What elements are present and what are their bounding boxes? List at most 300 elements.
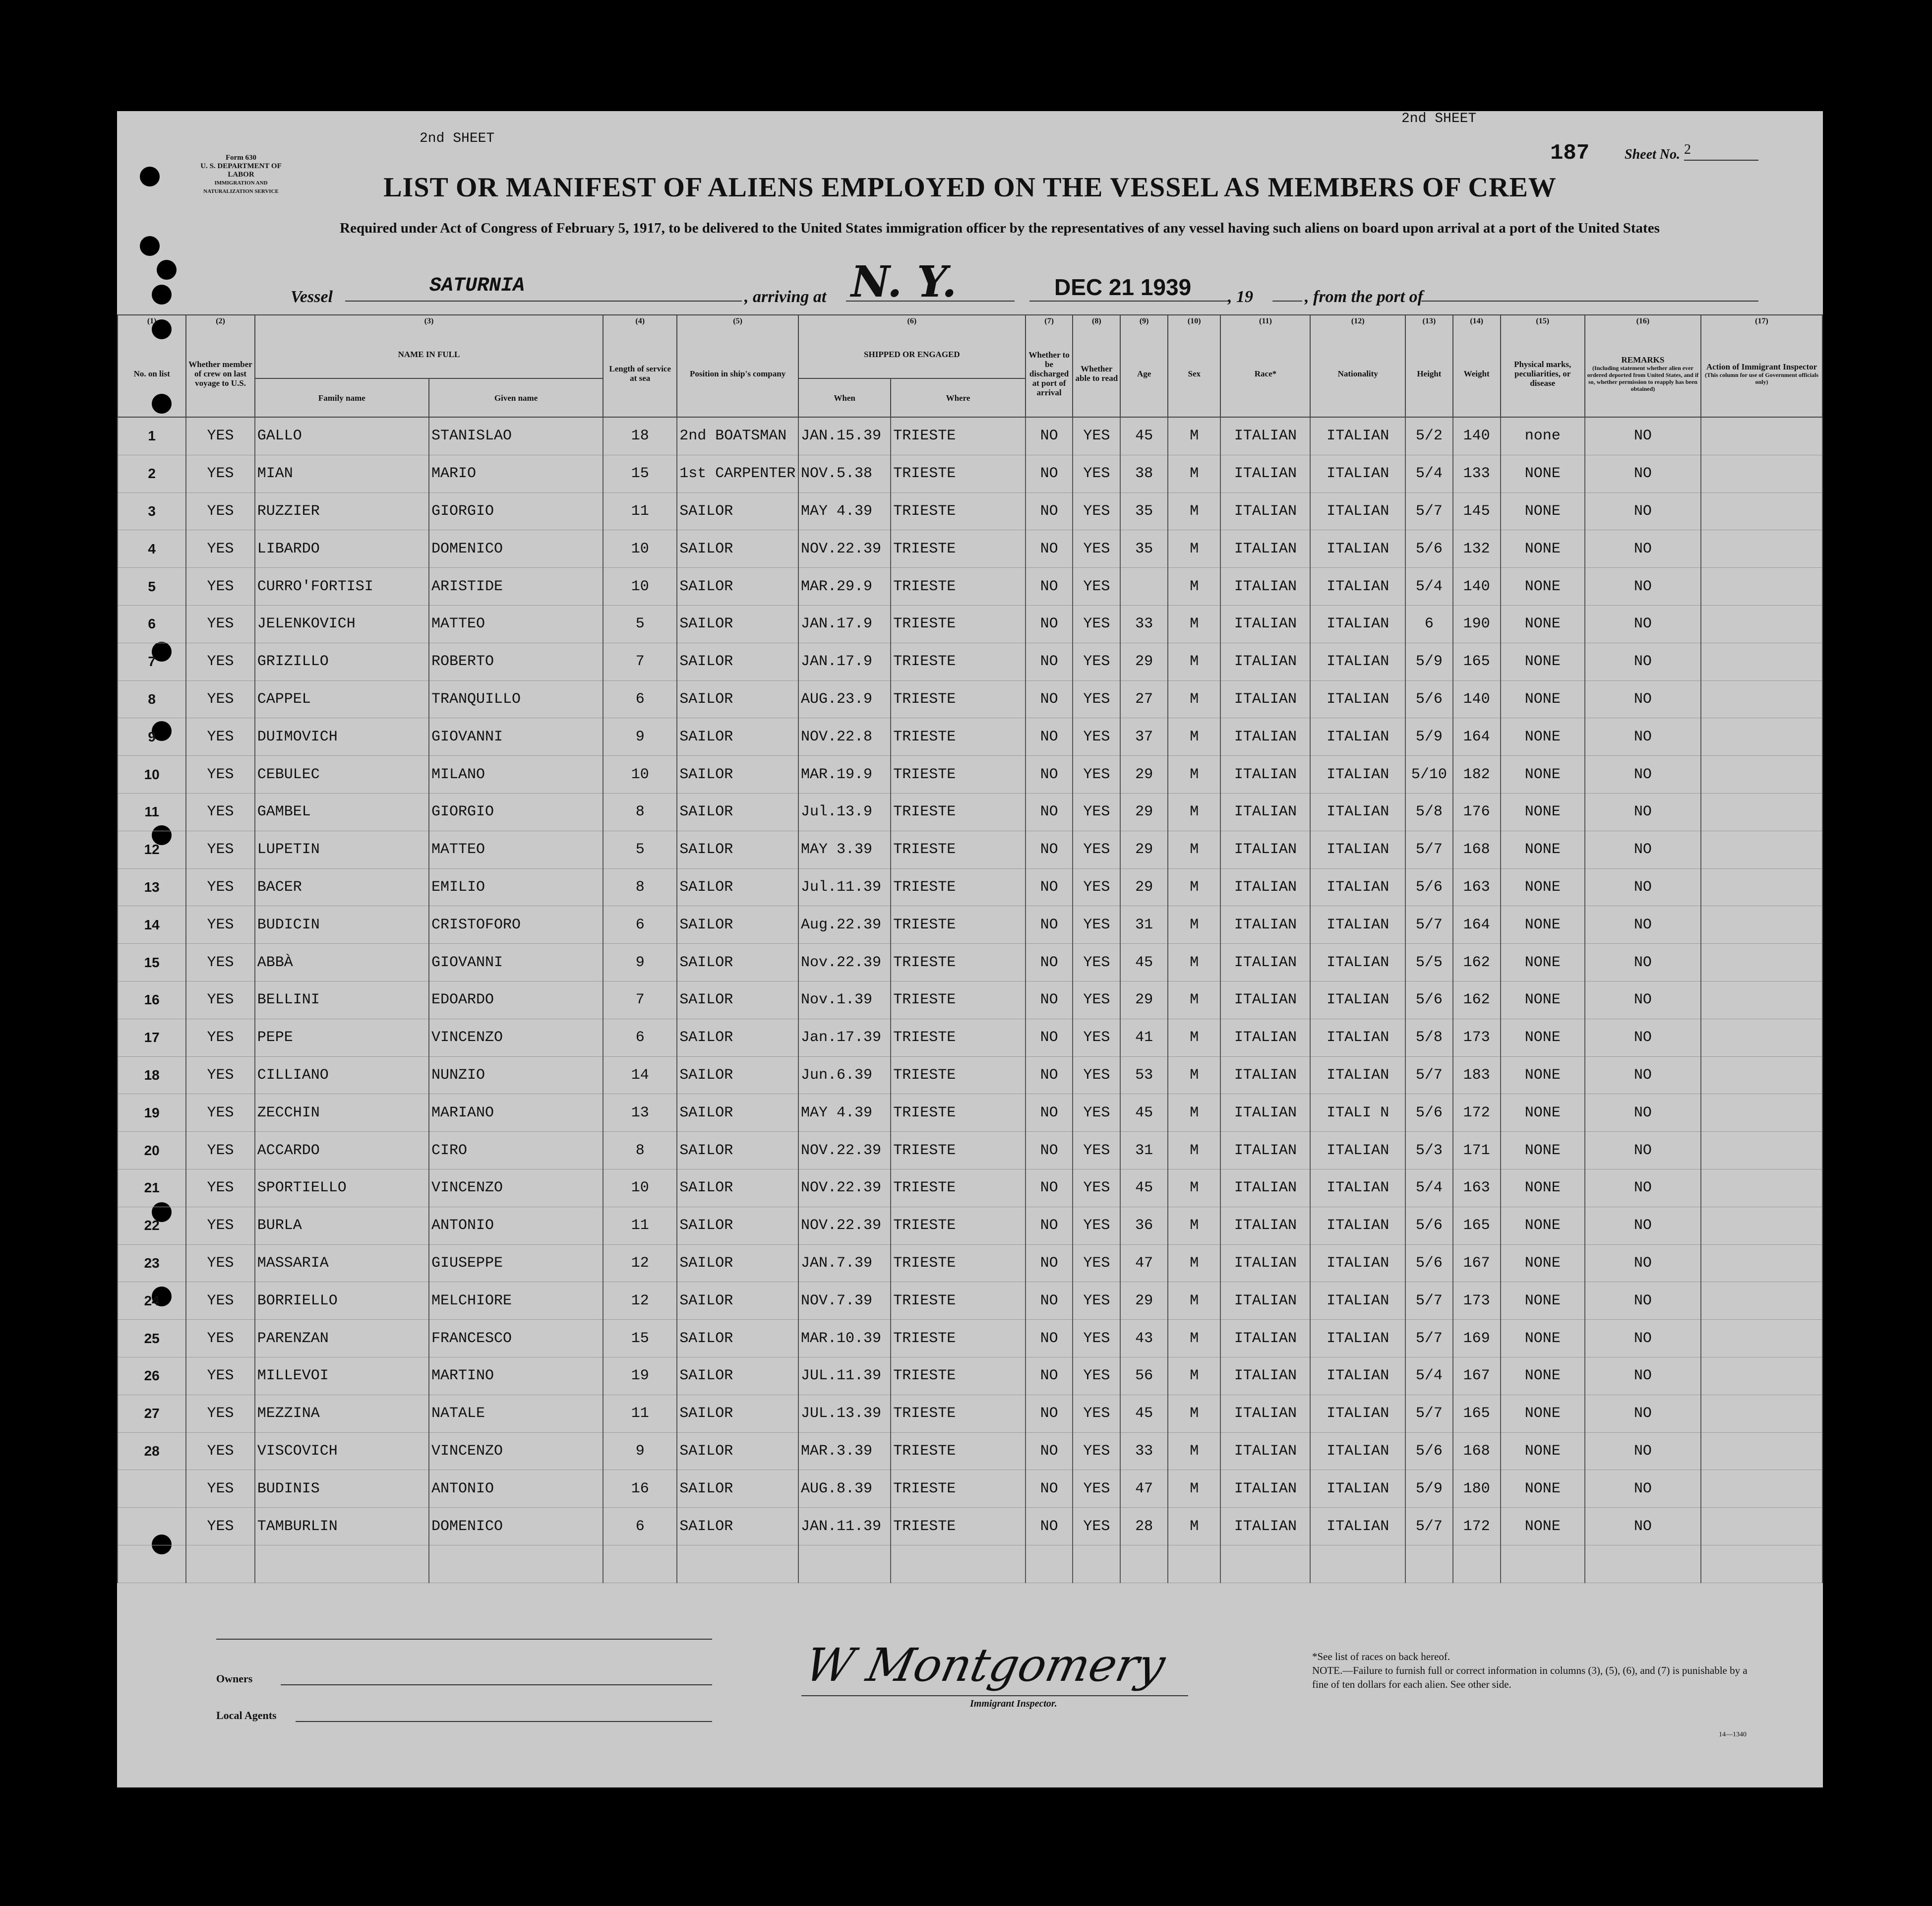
to-be-discharged-cell: NO [1026,455,1073,492]
penalty-note: NOTE.—Failure to furnish full or correct information in columns (3), (5), (6), and (7) is punishable by a fine of ten dollars for each alien. See other side. [1312,1664,1748,1690]
able-to-read-cell: YES [1073,1094,1120,1132]
age-cell: 41 [1120,1019,1168,1056]
sex-cell: M [1168,1244,1220,1282]
table-row [118,417,1822,455]
empty-cell [798,1545,891,1583]
age-cell: 33 [1120,605,1168,643]
inspector-action-cell [1701,680,1822,718]
row-number-cell: 13 [118,868,186,906]
from-port-field [1421,280,1758,302]
empty-cell [1220,1545,1310,1583]
empty-cell [186,1545,254,1583]
nationality-cell: ITALIAN [1310,1395,1405,1432]
race-cell: ITALIAN [1220,1395,1310,1432]
given-name-cell: FRANCESCO [429,1320,603,1357]
shipped-when-cell: NOV.22.39 [798,1169,891,1207]
ship-position-cell: SAILOR [677,1019,798,1056]
column-number-row [118,315,1822,330]
header-action [1701,330,1822,417]
sex-cell: M [1168,718,1220,756]
remarks-cell: NO [1585,831,1701,868]
length-of-service-cell: 11 [603,1207,677,1244]
age-cell: 28 [1120,1508,1168,1545]
physical-marks-cell: NONE [1501,868,1585,906]
height-cell: 5/6 [1405,1094,1453,1132]
print-code: 14—1340 [1719,1731,1747,1738]
table-row [118,981,1822,1019]
ship-position-cell: SAILOR [677,1508,798,1545]
table-row [118,906,1822,944]
member-last-voyage-cell: YES [186,793,254,831]
shipped-when-cell: Jul.13.9 [798,793,891,831]
family-name-cell: RUZZIER [255,492,429,530]
age-cell: 56 [1120,1357,1168,1395]
ship-position-cell: SAILOR [677,568,798,606]
shipped-where-cell: TRIESTE [891,1470,1025,1508]
race-cell: ITALIAN [1220,1207,1310,1244]
height-cell: 5/4 [1405,455,1453,492]
length-of-service-cell: 5 [603,831,677,868]
able-to-read-cell: YES [1073,1432,1120,1470]
member-last-voyage-cell: YES [186,417,254,455]
age-cell: 45 [1120,1094,1168,1132]
nationality-cell: ITALIAN [1310,944,1405,982]
given-name-cell: GIORGIO [429,793,603,831]
inspector-action-cell [1701,1508,1822,1545]
height-cell: 5/10 [1405,756,1453,794]
able-to-read-cell: YES [1073,1132,1120,1169]
nationality-cell: ITALIAN [1310,981,1405,1019]
member-last-voyage-cell: YES [186,1432,254,1470]
ship-position-cell: SAILOR [677,944,798,982]
header-shipped-engaged: SHIPPED OR ENGAGED [798,330,1026,378]
physical-marks-cell: NONE [1501,1282,1585,1320]
crew-manifest-table [117,314,1823,1583]
remarks-cell: NO [1585,1508,1701,1545]
sex-cell: M [1168,643,1220,680]
member-last-voyage-cell: YES [186,981,254,1019]
weight-cell: 132 [1453,530,1501,568]
vessel-name: SATURNIA [429,275,525,297]
footnotes [1312,1650,1758,1691]
action-note: (This column for use of Government officials only) [1704,371,1819,385]
shipped-when-cell: JAN.15.39 [798,417,891,455]
family-name-cell: CAPPEL [255,680,429,718]
service-label: IMMIGRATION AND NATURALIZATION SERVICE [203,180,279,194]
age-cell: 29 [1120,1282,1168,1320]
height-cell: 5/8 [1405,1019,1453,1056]
age-cell: 31 [1120,1132,1168,1169]
inspector-signature: W Montgomery [800,1639,1170,1692]
inspector-action-cell [1701,718,1822,756]
age-cell: 29 [1120,868,1168,906]
inspector-action-cell [1701,831,1822,868]
empty-cell [1026,1545,1073,1583]
shipped-when-cell: MAY 4.39 [798,492,891,530]
age-cell: 35 [1120,530,1168,568]
member-last-voyage-cell: YES [186,831,254,868]
shipped-where-cell: TRIESTE [891,1357,1025,1395]
col-number: (11) [1220,315,1310,330]
length-of-service-cell: 5 [603,605,677,643]
remarks-cell: NO [1585,643,1701,680]
to-be-discharged-cell: NO [1026,1019,1073,1056]
table-row [118,1395,1822,1432]
remarks-cell: NO [1585,1056,1701,1094]
physical-marks-cell: NONE [1501,1432,1585,1470]
sex-cell: M [1168,568,1220,606]
empty-cell [1168,1545,1220,1583]
col-number: (8) [1073,315,1120,330]
to-be-discharged-cell: NO [1026,718,1073,756]
weight-cell: 165 [1453,1207,1501,1244]
action-title: Action of Immigrant Inspector [1706,362,1817,371]
to-be-discharged-cell: NO [1026,756,1073,794]
shipped-when-cell: NOV.22.39 [798,530,891,568]
nationality-cell: ITALIAN [1310,1244,1405,1282]
able-to-read-cell: YES [1073,793,1120,831]
age-cell: 45 [1120,1395,1168,1432]
arriving-field [846,257,1015,307]
shipped-where-cell: TRIESTE [891,831,1025,868]
sheet-label-right: 2nd SHEET [1401,111,1477,126]
remarks-cell: NO [1585,1132,1701,1169]
row-number-cell: 22 [118,1207,186,1244]
table-row [118,1282,1822,1320]
date-field [1029,270,1228,302]
inspector-action-cell [1701,1169,1822,1207]
shipped-when-cell: JAN.17.9 [798,605,891,643]
race-cell: ITALIAN [1220,1282,1310,1320]
age-cell: 47 [1120,1470,1168,1508]
able-to-read-cell: YES [1073,492,1120,530]
weight-cell: 167 [1453,1244,1501,1282]
sex-cell: M [1168,1132,1220,1169]
table-row [118,680,1822,718]
weight-cell: 168 [1453,1432,1501,1470]
col-number: (13) [1405,315,1453,330]
length-of-service-cell: 6 [603,680,677,718]
age-cell: 45 [1120,944,1168,982]
ship-position-cell: SAILOR [677,831,798,868]
ship-position-cell: SAILOR [677,756,798,794]
sheet-label-left: 2nd SHEET [420,131,495,146]
header-height: Height [1405,330,1453,417]
member-last-voyage-cell: YES [186,1357,254,1395]
table-row [118,718,1822,756]
able-to-read-cell: YES [1073,1019,1120,1056]
weight-cell: 176 [1453,793,1501,831]
nationality-cell: ITALIAN [1310,605,1405,643]
physical-marks-cell: NONE [1501,981,1585,1019]
to-be-discharged-cell: NO [1026,1207,1073,1244]
length-of-service-cell: 15 [603,455,677,492]
weight-cell: 140 [1453,568,1501,606]
able-to-read-cell: YES [1073,605,1120,643]
punch-hole [157,260,177,280]
sex-cell: M [1168,868,1220,906]
height-cell: 5/6 [1405,680,1453,718]
family-name-cell: MIAN [255,455,429,492]
race-cell: ITALIAN [1220,756,1310,794]
given-name-cell: GIORGIO [429,492,603,530]
remarks-cell: NO [1585,455,1701,492]
year-field [1272,280,1302,302]
sheet-no-label: Sheet No. [1625,147,1680,162]
nationality-cell: ITALIAN [1310,1320,1405,1357]
vessel-label: Vessel [291,288,333,306]
remarks-cell: NO [1585,868,1701,906]
able-to-read-cell: YES [1073,944,1120,982]
nationality-cell: ITALIAN [1310,1282,1405,1320]
race-cell: ITALIAN [1220,868,1310,906]
nationality-cell: ITALIAN [1310,831,1405,868]
weight-cell: 140 [1453,417,1501,455]
ship-position-cell: SAILOR [677,680,798,718]
height-cell: 5/9 [1405,643,1453,680]
shipped-when-cell: Jun.6.39 [798,1056,891,1094]
length-of-service-cell: 13 [603,1094,677,1132]
remarks-cell: NO [1585,756,1701,794]
nationality-cell: ITALI N [1310,1094,1405,1132]
given-name-cell: MELCHIORE [429,1282,603,1320]
length-of-service-cell: 18 [603,417,677,455]
table-row [118,1019,1822,1056]
able-to-read-cell: YES [1073,756,1120,794]
family-name-cell: MEZZINA [255,1395,429,1432]
nationality-cell: ITALIAN [1310,868,1405,906]
remarks-cell: NO [1585,906,1701,944]
sex-cell: M [1168,492,1220,530]
age-cell: 29 [1120,756,1168,794]
ship-position-cell: SAILOR [677,1470,798,1508]
shipped-when-cell: Nov.1.39 [798,981,891,1019]
member-last-voyage-cell: YES [186,1169,254,1207]
nationality-cell: ITALIAN [1310,1357,1405,1395]
to-be-discharged-cell: NO [1026,1132,1073,1169]
length-of-service-cell: 8 [603,793,677,831]
shipped-when-cell: JAN.11.39 [798,1508,891,1545]
shipped-when-cell: MAY 3.39 [798,831,891,868]
row-number-cell: 25 [118,1320,186,1357]
row-number-cell: 12 [118,831,186,868]
family-name-cell: JELENKOVICH [255,605,429,643]
member-last-voyage-cell: YES [186,906,254,944]
table-row [118,1244,1822,1282]
physical-marks-cell: NONE [1501,1132,1585,1169]
height-cell: 5/6 [1405,530,1453,568]
nationality-cell: ITALIAN [1310,1056,1405,1094]
to-be-discharged-cell: NO [1026,1056,1073,1094]
able-to-read-cell: YES [1073,1395,1120,1432]
race-cell: ITALIAN [1220,906,1310,944]
shipped-where-cell: TRIESTE [891,1395,1025,1432]
family-name-cell: LIBARDO [255,530,429,568]
length-of-service-cell: 10 [603,568,677,606]
to-be-discharged-cell: NO [1026,417,1073,455]
empty-cell [1701,1545,1822,1583]
shipped-when-cell: MAY 4.39 [798,1094,891,1132]
nationality-cell: ITALIAN [1310,906,1405,944]
length-of-service-cell: 9 [603,944,677,982]
physical-marks-cell: NONE [1501,793,1585,831]
able-to-read-cell: YES [1073,1470,1120,1508]
length-of-service-cell: 15 [603,1320,677,1357]
race-cell: ITALIAN [1220,718,1310,756]
sex-cell: M [1168,1169,1220,1207]
shipped-when-cell: JAN.7.39 [798,1244,891,1282]
able-to-read-cell: YES [1073,718,1120,756]
row-number-cell: 5 [118,568,186,606]
from-port-label: , from the port of [1305,288,1423,306]
agents-line [296,1721,712,1722]
race-cell: ITALIAN [1220,1244,1310,1282]
department-label: U. S. DEPARTMENT OF LABOR [200,162,282,179]
able-to-read-cell: YES [1073,1207,1120,1244]
shipped-where-cell: TRIESTE [891,906,1025,944]
sex-cell: M [1168,1056,1220,1094]
remarks-cell: NO [1585,1244,1701,1282]
given-name-cell: ANTONIO [429,1470,603,1508]
race-cell: ITALIAN [1220,1357,1310,1395]
family-name-cell: DUIMOVICH [255,718,429,756]
header-sex: Sex [1168,330,1220,417]
ship-position-cell: SAILOR [677,1169,798,1207]
ship-position-cell: SAILOR [677,906,798,944]
remarks-cell: NO [1585,492,1701,530]
page-number: 187 [1550,141,1590,166]
inspector-action-cell [1701,793,1822,831]
inspector-action-cell [1701,455,1822,492]
inspector-action-cell [1701,1282,1822,1320]
family-name-cell: CURRO'FORTISI [255,568,429,606]
shipped-where-cell: TRIESTE [891,1320,1025,1357]
row-number-cell: 14 [118,906,186,944]
ship-position-cell: SAILOR [677,492,798,530]
weight-cell: 190 [1453,605,1501,643]
length-of-service-cell: 7 [603,643,677,680]
header-family-name: Family name [255,378,429,417]
height-cell: 5/7 [1405,1056,1453,1094]
ship-position-cell: SAILOR [677,718,798,756]
family-name-cell: ACCARDO [255,1132,429,1169]
local-agents-label: Local Agents [216,1709,277,1722]
able-to-read-cell: YES [1073,981,1120,1019]
sex-cell: M [1168,1432,1220,1470]
table-row [118,1432,1822,1470]
age-cell: 45 [1120,417,1168,455]
family-name-cell: PEPE [255,1019,429,1056]
shipped-when-cell: Jan.17.39 [798,1019,891,1056]
row-number-cell: 10 [118,756,186,794]
table-row [118,756,1822,794]
table-row [118,831,1822,868]
row-number-cell: 19 [118,1094,186,1132]
race-cell: ITALIAN [1220,1132,1310,1169]
to-be-discharged-cell: NO [1026,1508,1073,1545]
table-row [118,793,1822,831]
weight-cell: 163 [1453,1169,1501,1207]
table-row [118,1320,1822,1357]
table-row [118,1470,1822,1508]
header-able-to-read: Whether able to read [1073,330,1120,417]
remarks-cell: NO [1585,1094,1701,1132]
race-cell: ITALIAN [1220,455,1310,492]
row-number-cell: 16 [118,981,186,1019]
shipped-when-cell: MAR.10.39 [798,1320,891,1357]
shipped-when-cell: Nov.22.39 [798,944,891,982]
sex-cell: M [1168,680,1220,718]
header-where: Where [891,378,1025,417]
family-name-cell: BELLINI [255,981,429,1019]
age-cell: 36 [1120,1207,1168,1244]
family-name-cell: GRIZILLO [255,643,429,680]
age-cell: 45 [1120,1169,1168,1207]
weight-cell: 145 [1453,492,1501,530]
physical-marks-cell: NONE [1501,1169,1585,1207]
row-number-cell: 18 [118,1056,186,1094]
crew-rows [118,417,1822,1583]
remarks-note: (Including statement whether alien ever ordered deported from United States, and if so, whether permission to reapply has been obtained) [1587,364,1699,392]
inspector-action-cell [1701,1357,1822,1395]
table-row [118,455,1822,492]
given-name-cell: GIOVANNI [429,944,603,982]
nationality-cell: ITALIAN [1310,1432,1405,1470]
header-given-name: Given name [429,378,603,417]
physical-marks-cell: NONE [1501,530,1585,568]
family-name-cell: TAMBURLIN [255,1508,429,1545]
member-last-voyage-cell: YES [186,568,254,606]
weight-cell: 140 [1453,680,1501,718]
empty-cell [1585,1545,1701,1583]
age-cell: 31 [1120,906,1168,944]
member-last-voyage-cell: YES [186,530,254,568]
page-title: LIST OR MANIFEST OF ALIENS EMPLOYED ON THE VESSEL AS MEMBERS OF CREW [383,172,1557,203]
race-cell: ITALIAN [1220,492,1310,530]
header-no-on-list: No. on list [118,330,186,417]
member-last-voyage-cell: YES [186,756,254,794]
sex-cell: M [1168,831,1220,868]
sex-cell: M [1168,1019,1220,1056]
shipped-where-cell: TRIESTE [891,944,1025,982]
table-row [118,1508,1822,1545]
physical-marks-cell: NONE [1501,492,1585,530]
ship-position-cell: 2nd BOATSMAN [677,417,798,455]
able-to-read-cell: YES [1073,530,1120,568]
weight-cell: 167 [1453,1357,1501,1395]
height-cell: 5/7 [1405,1395,1453,1432]
given-name-cell: NATALE [429,1395,603,1432]
race-cell: ITALIAN [1220,981,1310,1019]
weight-cell: 173 [1453,1282,1501,1320]
remarks-cell: NO [1585,1395,1701,1432]
length-of-service-cell: 11 [603,1395,677,1432]
shipped-when-cell: Aug.22.39 [798,906,891,944]
race-cell: ITALIAN [1220,605,1310,643]
race-cell: ITALIAN [1220,530,1310,568]
sex-cell: M [1168,981,1220,1019]
remarks-cell: NO [1585,1320,1701,1357]
height-cell: 5/4 [1405,1169,1453,1207]
physical-marks-cell: NONE [1501,1395,1585,1432]
to-be-discharged-cell: NO [1026,1094,1073,1132]
given-name-cell: GIUSEPPE [429,1244,603,1282]
nationality-cell: ITALIAN [1310,530,1405,568]
remarks-cell: NO [1585,605,1701,643]
height-cell: 5/6 [1405,1207,1453,1244]
table-row [118,568,1822,606]
height-cell: 5/6 [1405,1244,1453,1282]
